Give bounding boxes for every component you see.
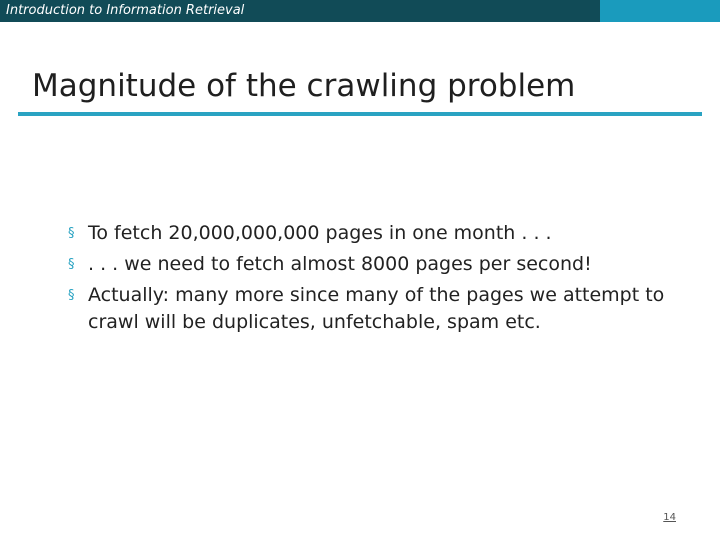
bullet-item [68,249,688,280]
bullet-text: To fetch 20,000,000,000 pages in one month . . . [88,222,552,244]
bullet-text: . . . we need to fetch almost 8000 pages per second! [88,253,592,275]
bullet-item [68,218,688,249]
slide-title: Magnitude of the crawling problem [32,68,576,104]
header-bar [0,0,720,22]
header-accent-block [600,0,720,22]
bullet-item [68,282,688,336]
page-number: 14 [663,512,676,523]
course-title: Introduction to Information Retrieval [6,3,245,18]
title-underline [18,112,702,116]
bullet-marker-icon: § [68,288,75,303]
bullet-marker-icon: § [68,257,75,272]
bullet-marker-icon: § [68,226,75,241]
bullet-text: Actually: many more since many of the pages we attempt to crawl will be duplicates, unfetchable, spam etc. [88,284,665,333]
bullet-list [68,218,688,336]
